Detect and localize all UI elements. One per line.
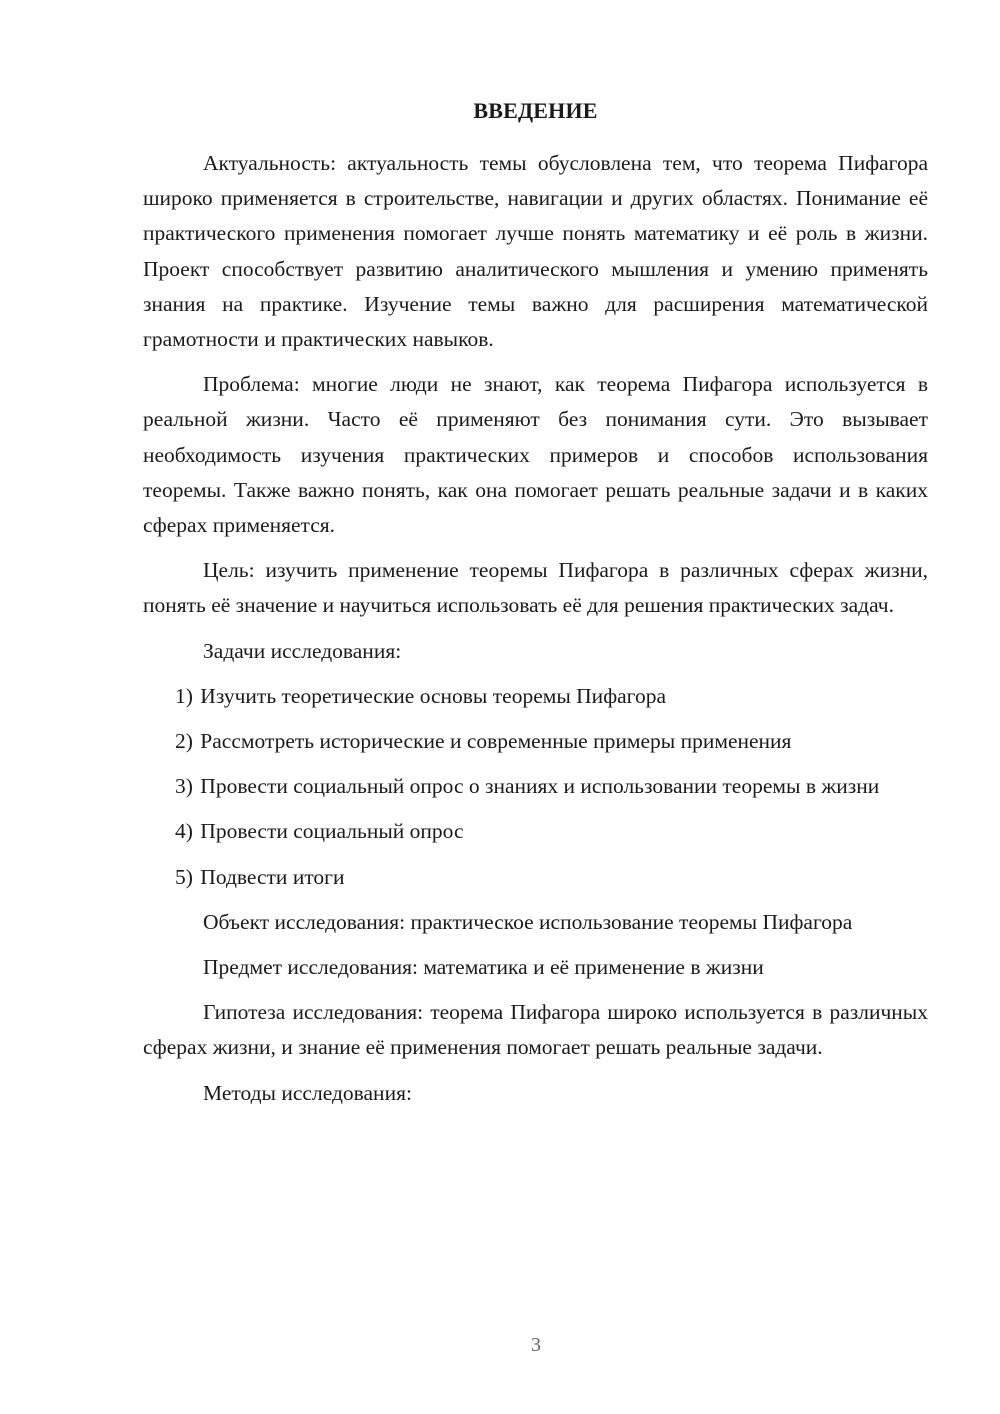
list-item — [143, 814, 928, 849]
paragraph-problem: Проблема: многие люди не знают, как теорема Пифагора используется в реальной жизни. Часто её применяют без понимания сути. Это вызывает необходимость изучения практических примеров и способов использования теоремы. Также важно понять, как она помогает решать реальные задачи и в каких сферах применяется. — [143, 372, 928, 538]
page-number: 3 — [531, 1334, 541, 1356]
list-item-number: 4) — [175, 819, 193, 844]
list-item-text: Подвести итоги — [200, 864, 345, 889]
paragraph-tasks-heading: Задачи исследования: — [203, 638, 402, 663]
paragraph-subject: Предмет исследования: математика и её применение в жизни — [203, 955, 764, 980]
list-item-number: 2) — [175, 729, 193, 754]
paragraph-hypothesis: Гипотеза исследования: теорема Пифагора широко используется в различных сферах жизни, и знание её применения помогает решать реальные задачи. — [143, 1000, 928, 1060]
list-item-number: 3) — [175, 774, 193, 799]
list-item-text: Провести социальный опрос о знаниях и использовании теоремы в жизни — [200, 774, 880, 799]
section-title: ВВЕДЕНИЕ — [473, 98, 598, 123]
list-item — [143, 769, 928, 804]
paragraph-object: Объект исследования: практическое использование теоремы Пифагора — [203, 909, 853, 934]
list-item — [143, 860, 928, 895]
list-item-text: Провести социальный опрос — [200, 819, 464, 844]
tasks-list — [143, 679, 928, 895]
list-item-number: 1) — [175, 683, 193, 708]
list-item-text: Рассмотреть исторические и современные примеры применения — [200, 729, 792, 754]
paragraph-methods-heading: Методы исследования: — [203, 1080, 412, 1105]
list-item-number: 5) — [175, 864, 193, 889]
paragraph-relevance: Актуальность: актуальность темы обусловлена тем, что теорема Пифагора широко применяется в строительстве, навигации и других областях. Понимание её практического применения помогает лучше понять математику и её роль в жизни. Проект способствует развитию аналитического мышления и умению применять знания на практике. Изучение темы важно для расширения математической грамотности и практических навыков. — [143, 151, 928, 352]
paragraph-goal: Цель: изучить применение теоремы Пифагора в различных сферах жизни, понять её значение и научиться использовать её для решения практических задач. — [143, 558, 928, 618]
document-page — [143, 96, 928, 1121]
list-item-text: Изучить теоретические основы теоремы Пифагора — [200, 683, 666, 708]
list-item — [143, 679, 928, 714]
list-item — [143, 724, 928, 759]
